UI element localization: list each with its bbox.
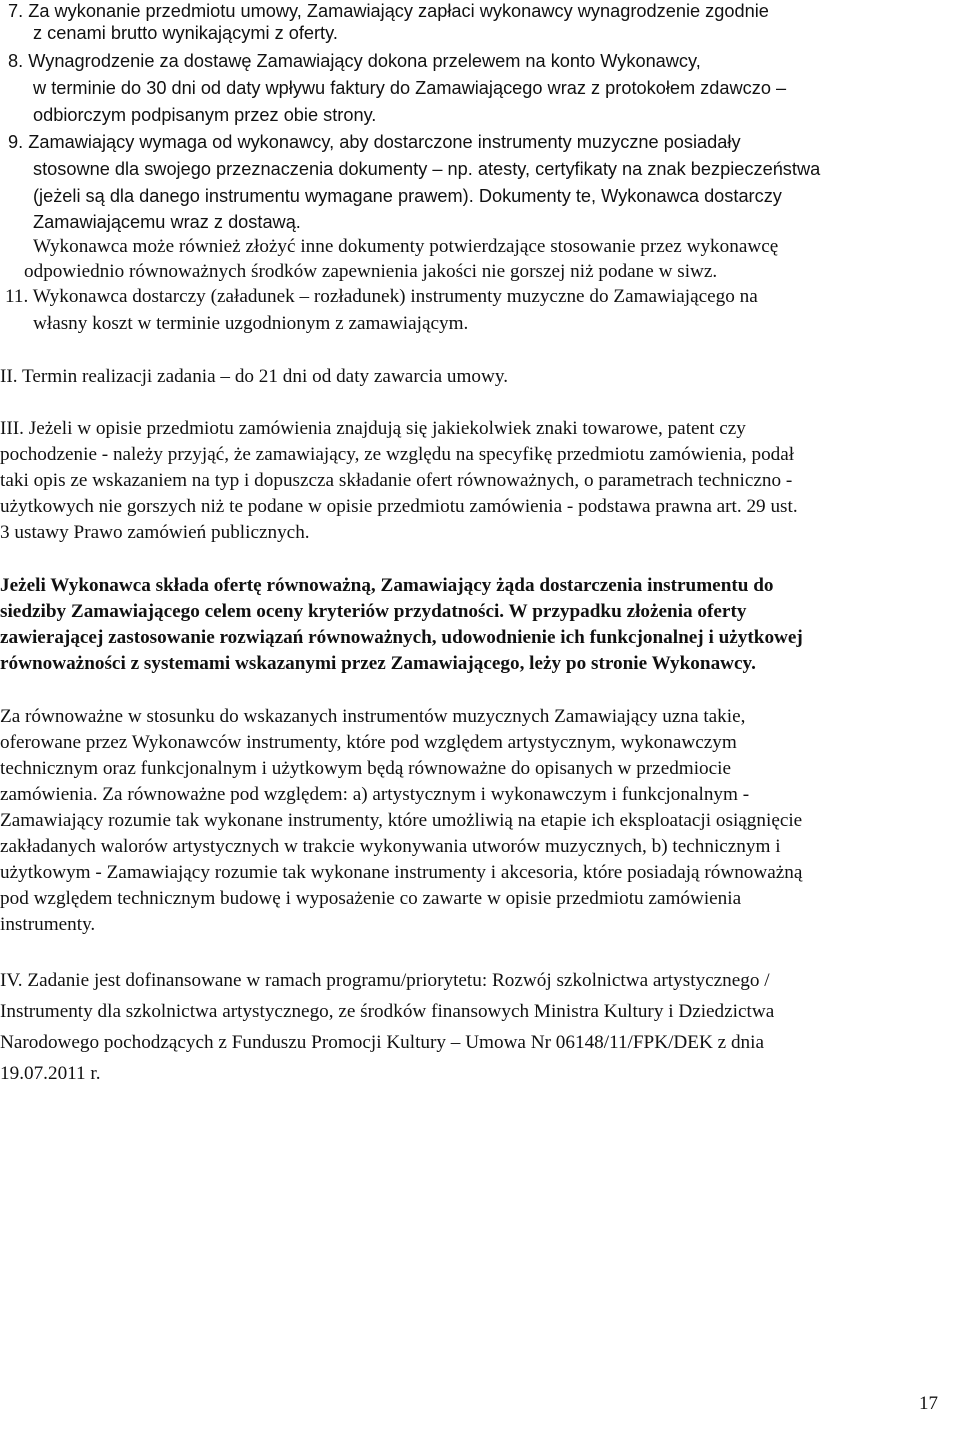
item-9-line-2: stosowne dla swojego przeznaczenia dokumenty – np. atesty, certyfikaty na znak bezpieczeństwa — [33, 159, 821, 179]
item-9-line-1: 9. Zamawiający wymaga od wykonawcy, aby dostarczone instrumenty muzyczne posiadały — [8, 132, 741, 152]
item-8-line-2: w terminie do 30 dni od daty wpływu faktury do Zamawiającego wraz z protokołem zdawczo – — [33, 78, 787, 98]
item-8-line-1: 8. Wynagrodzenie za dostawę Zamawiający dokona przelewem na konto Wykonawcy, — [8, 51, 701, 71]
equivalence-line-4: zamówienia. Za równoważne pod względem: a) artystycznym i wykonawczym i funkcjonalnym - — [0, 784, 750, 805]
section-4-line-1: IV. Zadanie jest dofinansowane w ramach programu/priorytetu: Rozwój szkolnictwa artystycznego / — [0, 970, 770, 991]
equivalence-line-1: Za równoważne w stosunku do wskazanych instrumentów muzycznych Zamawiający uzna takie, — [0, 706, 746, 727]
bold-paragraph-line-4: równoważności z systemami wskazanymi przez Zamawiającego, leży po stronie Wykonawcy. — [0, 653, 756, 674]
equivalence-line-2: oferowane przez Wykonawców instrumenty, które pod względem artystycznym, wykonawczym — [0, 732, 737, 753]
item-9-line-4: Zamawiającemu wraz z dostawą. — [33, 212, 301, 232]
item-11-line-1: 11. Wykonawca dostarczy (załadunek – rozładunek) instrumenty muzyczne do Zamawiającego na — [5, 286, 758, 307]
section-2: II. Termin realizacji zadania – do 21 dni od daty zawarcia umowy. — [0, 366, 508, 387]
equivalence-line-5: Zamawiający rozumie tak wykonane instrumenty, które umożliwią na etapie ich eksploatacji osiągnięcie — [0, 810, 803, 831]
item-9-line-3: (jeżeli są dla danego instrumentu wymagane prawem). Dokumenty te, Wykonawca dostarczy — [33, 186, 782, 206]
section-3-line-1: III. Jeżeli w opisie przedmiotu zamówienia znajdują się jakiekolwiek znaki towarowe, patent czy — [0, 418, 746, 439]
section-3-line-2: pochodzenie - należy przyjąć, że zamawiający, ze względu na specyfikę przedmiotu zamówienia, podał — [0, 444, 795, 465]
bold-paragraph-line-3: zawierającej zastosowanie rozwiązań równoważnych, udowodnienie ich funkcjonalnej i użytkowej — [0, 627, 803, 648]
equivalence-line-7: użytkowym - Zamawiający rozumie tak wykonane instrumenty i akcesoria, które posiadają równoważną — [0, 862, 803, 883]
equivalence-line-9: instrumenty. — [0, 914, 96, 935]
item-10-line-1: Wykonawca może również złożyć inne dokumenty potwierdzające stosowanie przez wykonawcę — [33, 236, 779, 257]
item-11-line-2: własny koszt w terminie uzgodnionym z zamawiającym. — [33, 313, 469, 334]
equivalence-line-8: pod względem technicznym budowę i wyposażenie co zawarte w opisie przedmiotu zamówienia — [0, 888, 742, 909]
page-number: 17 — [919, 1393, 938, 1414]
section-4-line-4: 19.07.2011 r. — [0, 1063, 101, 1084]
bold-paragraph-line-2: siedziby Zamawiającego celem oceny kryteriów przydatności. W przypadku złożenia oferty — [0, 601, 747, 622]
item-10-line-2: odpowiednio równoważnych środków zapewnienia jakości nie gorszej niż podane w siwz. — [24, 261, 718, 282]
bold-paragraph-line-1: Jeżeli Wykonawca składa ofertę równoważną, Zamawiający żąda dostarczenia instrumentu do — [0, 575, 774, 596]
section-3-line-4: użytkowych nie gorszych niż te podane w opisie przedmiotu zamówienia - podstawa prawna art. 29 ust. — [0, 496, 798, 517]
section-3-line-3: taki opis ze wskazaniem na typ i dopuszcza składanie ofert równoważnych, o parametrach techniczno - — [0, 470, 793, 491]
section-3-line-5: 3 ustawy Prawo zamówień publicznych. — [0, 522, 310, 543]
equivalence-line-3: technicznym oraz funkcjonalnym i użytkowym będą równoważne do opisanych w przedmiocie — [0, 758, 732, 779]
item-8-line-3: odbiorczym podpisanym przez obie strony. — [33, 105, 377, 125]
equivalence-line-6: zakładanych walorów artystycznych w trakcie wykonywania utworów muzycznych, b) technicznym i — [0, 836, 781, 857]
item-7-line-2: z cenami brutto wynikającymi z oferty. — [33, 23, 338, 43]
item-7-line-1: 7. Za wykonanie przedmiotu umowy, Zamawiający zapłaci wykonawcy wynagrodzenie zgodnie — [8, 1, 769, 21]
section-4-line-2: Instrumenty dla szkolnictwa artystycznego, ze środków finansowych Ministra Kultury i Dziedzictwa — [0, 1001, 775, 1022]
section-4-line-3: Narodowego pochodzących z Funduszu Promocji Kultury – Umowa Nr 06148/11/FPK/DEK z dnia — [0, 1032, 764, 1053]
